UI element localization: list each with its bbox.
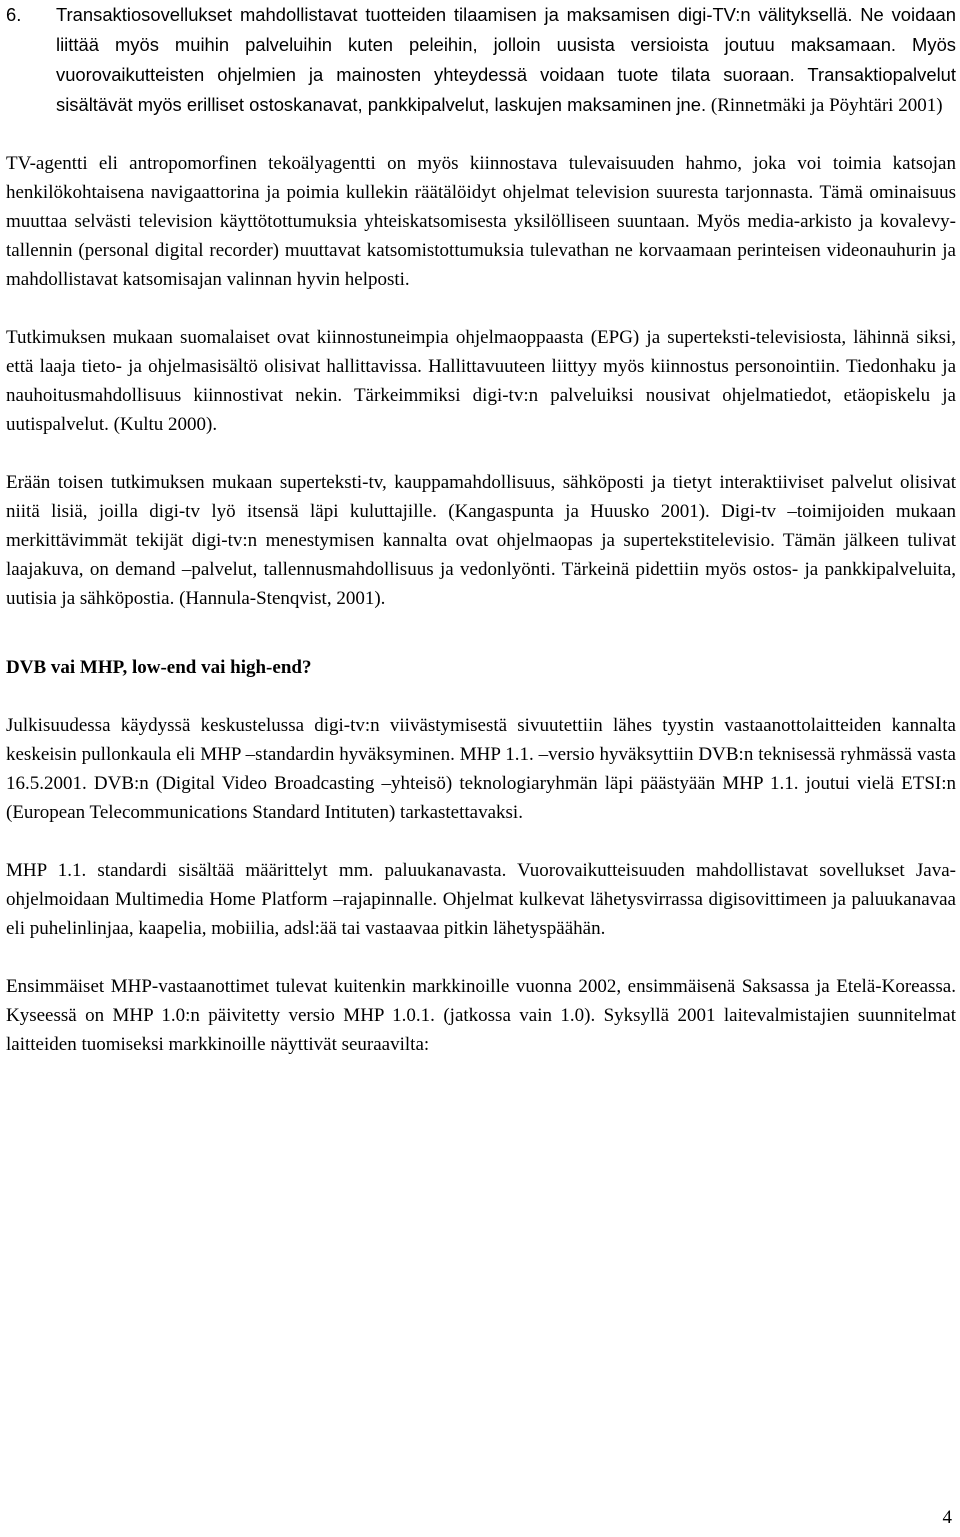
list-item-text [56,0,956,120]
list-item-text-sans: Transaktiosovellukset mahdollistavat tuotteiden tilaamisen ja maksamisen digi-TV:n välityksellä. Ne voidaan liittää myös muihin palveluihin kuten peleihin, jolloin uusista versioista joutuu maksamaan. Myös vuorovaikutteisten ohjelmien ja mainosten yhteydessä voidaan tuote tilata suoraan. Transaktiopalvelut sisältävät myös erilliset ostoskanavat, pankkipalvelut, laskujen maksaminen jne. [56,4,956,115]
paragraph-tv-agent: TV-agentti eli antropomorfinen tekoälyagentti on myös kiinnostava tulevaisuuden hahmo, joka voi toimia katsojan henkilökohtaisena navigaattorina ja poimia kullekin räätälöidyt ohjelmat television suuresta tarjonnasta. Tämä ominaisuus muuttaa selvästi television käyttötottumuksia yhteiskatsomisesta yksilölliseen suuntaan. Myös media-arkisto ja kovalevytallennin (personal digital recorder) muuttavat katsomistottumuksia tulevathan ne korvaamaan perinteisen videonauhurin ja mahdollistavat katsomisajan valinnan hyvin helposti. [6,153,956,290]
list-item [6,0,956,120]
section-heading: DVB vai MHP, low-end vai high-end? [6,657,312,678]
list-item-citation: (Rinnetmäki ja Pöyhtäri 2001) [706,95,943,116]
paragraph-research-finnish: Tutkimuksen mukaan suomalaiset ovat kiinnostuneimpia ohjelmaoppaasta (EPG) ja superteksti-televisiosta, lähinnä siksi, että laaja tieto- ja ohjelmasisältö olisivat hallittavissa. Hallittavuuteen liittyy myös kiinnostus personointiin. Tiedonhaku ja nauhoitusmahdollisuus kiinnostivat nekin. Tärkeimmiksi digi-tv:n palveluiksi nousivat ohjelmatiedot, etäopiskelu ja uutispalvelut. (Kultu 2000). [6,327,956,435]
paragraph-mhp-standard: MHP 1.1. standardi sisältää määrittelyt mm. paluukanavasta. Vuorovaikutteisuuden mahdollistavat sovellukset Java-ohjelmoidaan Multimedia Home Platform –rajapinnalle. Ohjelmat kulkevat lähetysvirrassa digisovittimeen ja paluukanavaa eli puhelinlinjaa, kaapelia, mobiilia, adsl:ää tai vastaavaa pitkin lähetyspäähän. [6,860,956,939]
page-number: 4 [942,1507,952,1528]
paragraph-mhp-delay: Julkisuudessa käydyssä keskustelussa digi-tv:n viivästymisestä sivuutettiin lähes tyystin vastaanottolaitteiden kannalta keskeisin pullonkaula eli MHP –standardin hyväksyminen. MHP 1.1. –versio hyväksyttiin DVB:n teknisessä ryhmässä vasta 16.5.2001. DVB:n (Digital Video Broadcasting –yhteisö) teknologiaryhmän läpi päästyään MHP 1.1. joutui vielä ETSI:n (European Telecommunications Standard Intituten) tarkastettavaksi. [6,715,956,823]
list-item-number: 6. [6,4,22,25]
document-page [6,0,956,1059]
paragraph-mhp-receivers: Ensimmäiset MHP-vastaanottimet tulevat kuitenkin markkinoille vuonna 2002, ensimmäisenä Saksassa ja Etelä-Koreassa. Kyseessä on MHP 1.0:n päivitetty versio MHP 1.0.1. (jatkossa vain 1.0). Syksyllä 2001 laitevalmistajien suunnitelmat laitteiden tuomiseksi markkinoille näyttivät seuraavilta: [6,976,956,1055]
paragraph-research-other: Erään toisen tutkimuksen mukaan superteksti-tv, kauppamahdollisuus, sähköposti ja tietyt interaktiiviset palvelut olisivat niitä lisiä, joilla digi-tv lyö itsensä läpi kuluttajille. (Kangaspunta ja Huusko 2001). Digi-tv –toimijoiden mukaan merkittävimmät tekijät digi-tv:n menestymisen kannalta ovat ohjelmaopas ja supertekstitelevisio. Tämän jälkeen tulivat laajakuva, on demand –palvelut, tallennusmahdollisuus ja vedonlyönti. Tärkeinä pidettiin myös ostos- ja pankkipalveluita, uutisia ja sähköpostia. (Hannula-Stenqvist, 2001). [6,472,956,609]
